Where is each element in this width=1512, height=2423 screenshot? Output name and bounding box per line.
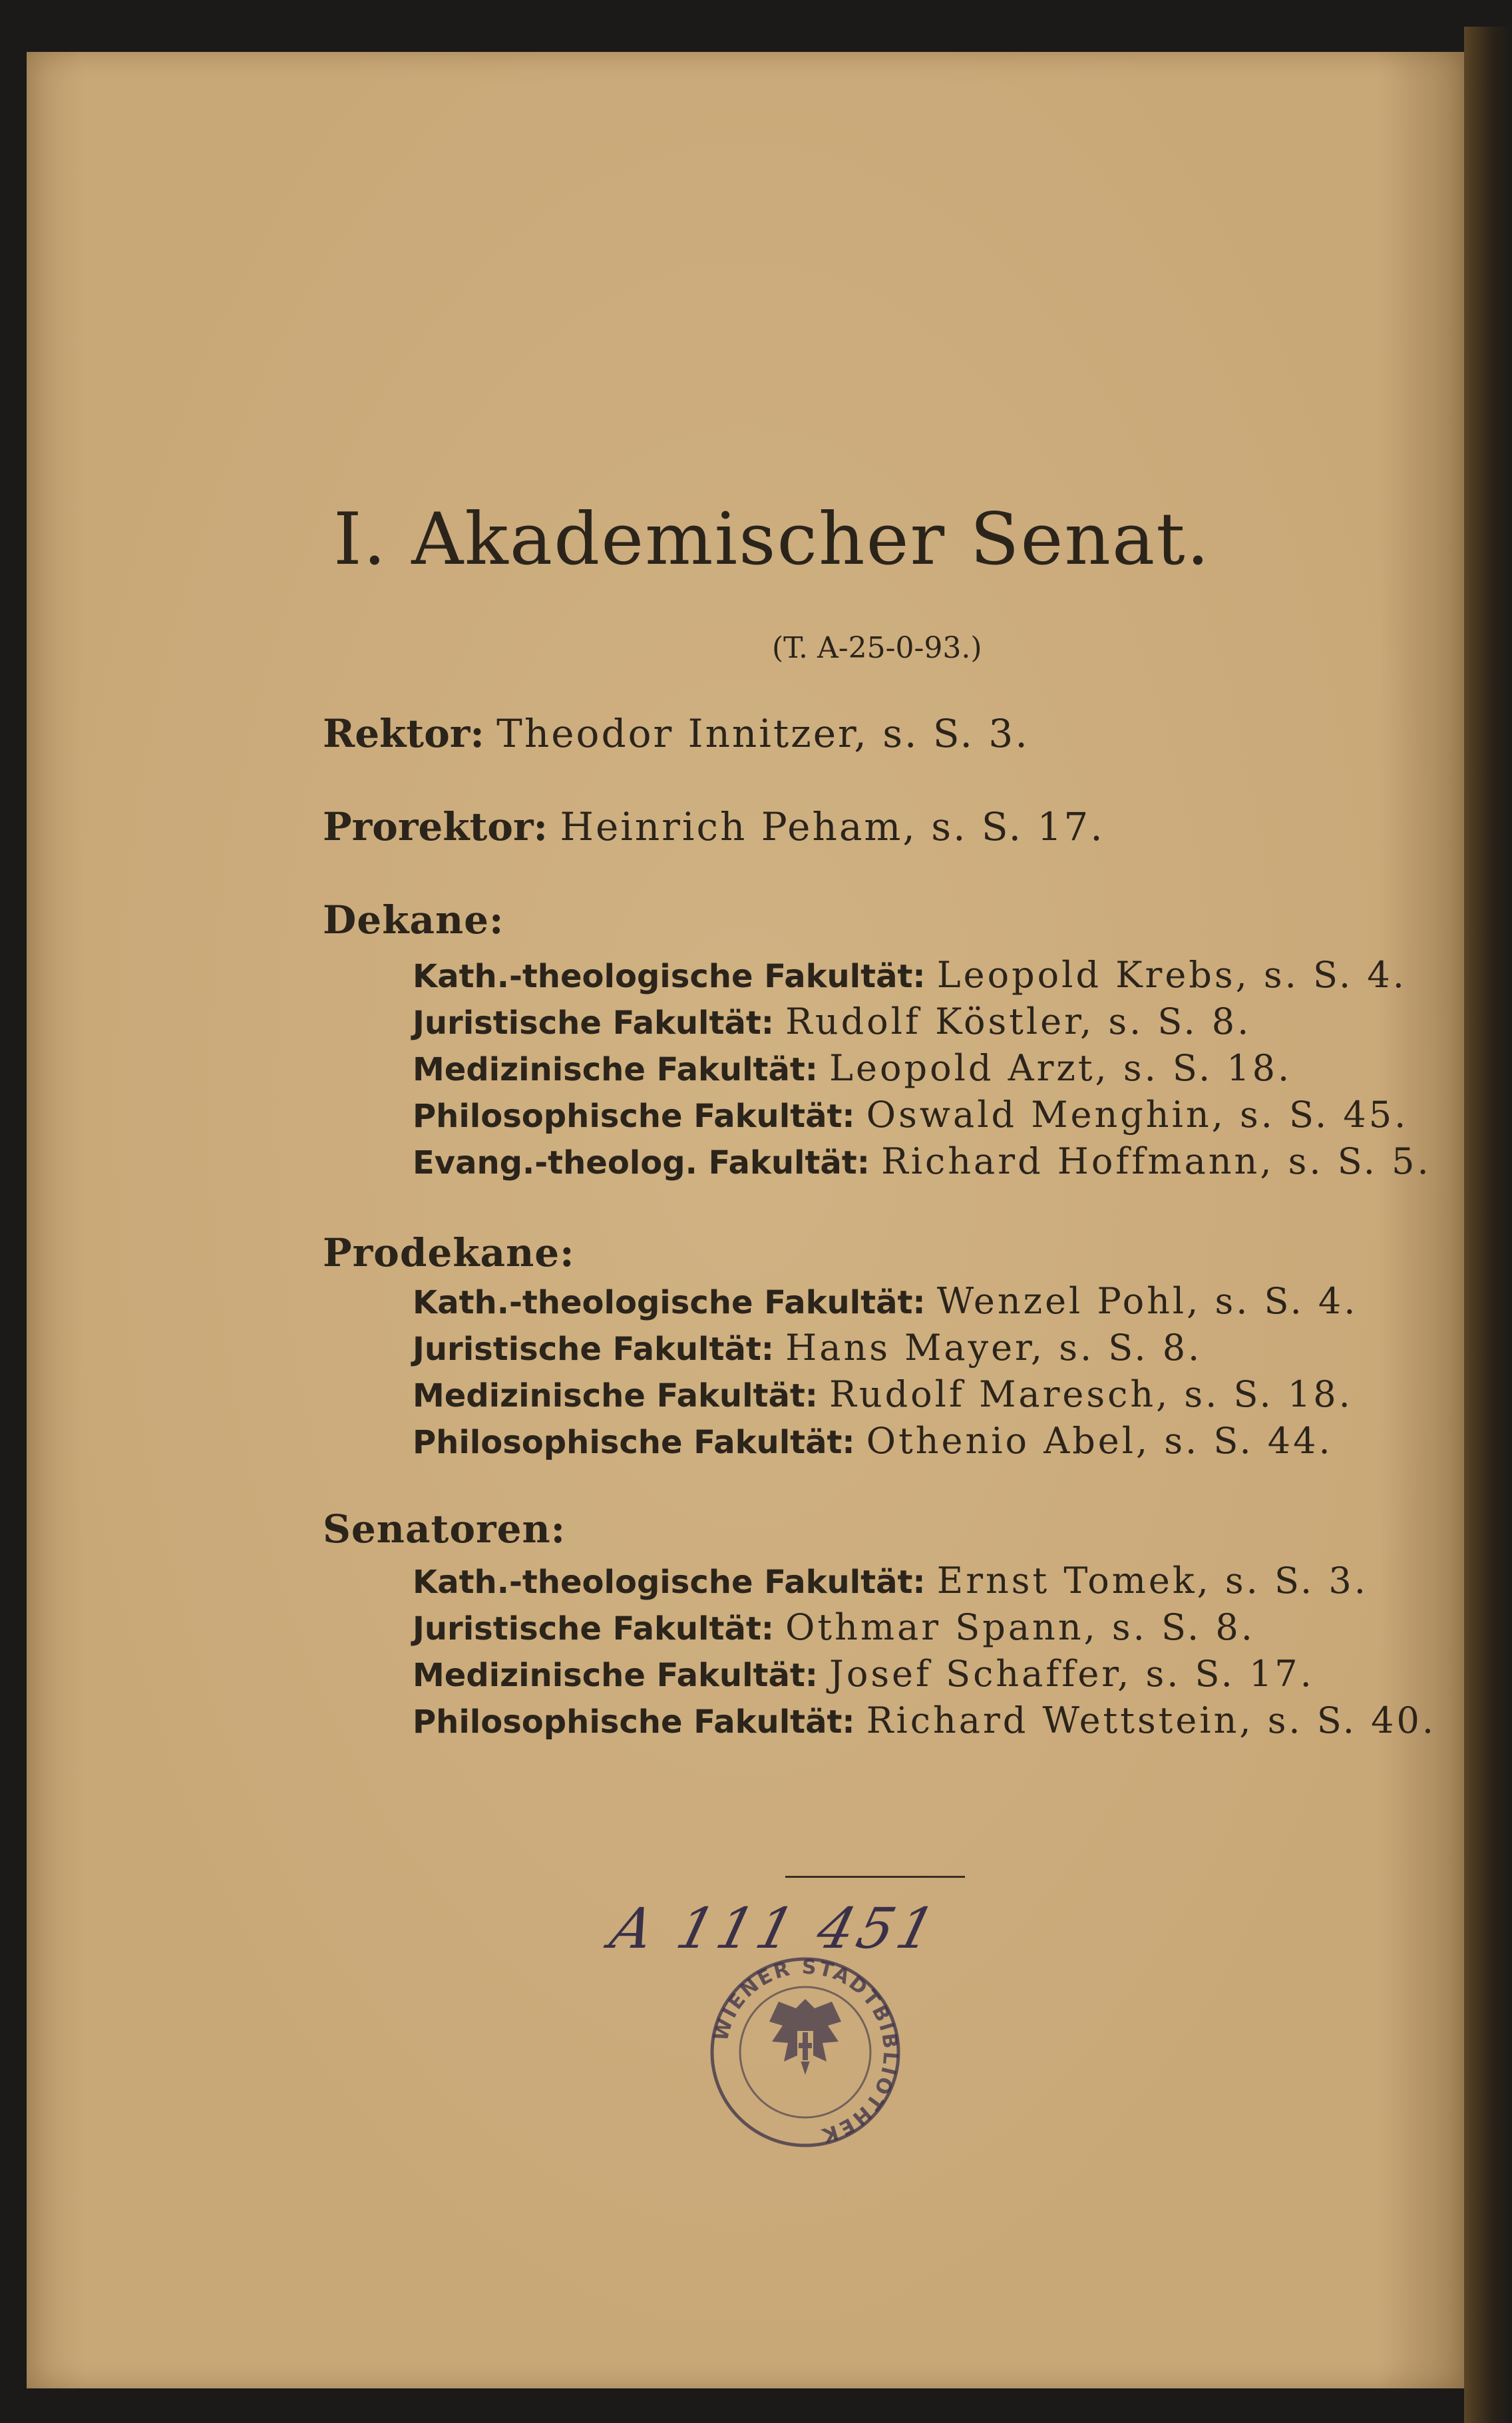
dekan-entry [413,1047,1292,1089]
document-page [27,52,1464,2388]
person-name: Richard Wettstein, s. S. 40. [866,1699,1437,1741]
faculty-label: Medizinische Fakultät: [413,1051,818,1088]
faculty-label: Medizinische Fakultät: [413,1377,818,1415]
rektor-line [323,711,1030,756]
faculty-label: Kath.-theologische Fakultät: [413,1284,926,1321]
dekane-heading: Dekane: [323,897,504,943]
dekan-entry [413,1000,1251,1042]
faculty-label: Kath.-theologische Fakultät: [413,958,926,995]
faculty-label: Juristische Fakultät: [413,1610,774,1648]
dekan-entry [413,1140,1431,1182]
faculty-label: Evang.-theolog. Fakultät: [413,1144,870,1182]
senator-entry [413,1606,1255,1648]
person-name: Wenzel Pohl, s. S. 4. [936,1280,1358,1322]
dekan-entry [413,954,1407,996]
eagle-crest-icon [769,1999,841,2075]
rektor-label: Rektor: [323,711,484,756]
rektor-value: Theodor Innitzer, s. S. 3. [496,711,1030,756]
faculty-label: Medizinische Fakultät: [413,1657,818,1694]
senator-entry [413,1699,1436,1741]
person-name: Leopold Krebs, s. S. 4. [936,954,1407,996]
faculty-label: Juristische Fakultät: [413,1004,774,1042]
person-name: Oswald Menghin, s. S. 45. [866,1094,1409,1136]
faculty-label: Philosophische Fakultät: [413,1703,855,1741]
prodekan-entry [413,1280,1358,1322]
senator-entry [413,1560,1368,1602]
senator-entry [413,1653,1314,1695]
faculty-label: Kath.-theologische Fakultät: [413,1564,926,1601]
page-title: I. Akademischer Senat. [333,498,1211,581]
library-stamp-icon [705,1952,905,2152]
prodekan-entry [413,1373,1353,1415]
telephone-number: (T. A-25-0-93.) [772,631,982,665]
person-name: Richard Hoffmann, s. S. 5. [881,1140,1431,1182]
faculty-label: Philosophische Fakultät: [413,1098,855,1135]
prodekan-entry [413,1420,1333,1462]
senatoren-heading: Senatoren: [323,1506,566,1552]
person-name: Hans Mayer, s. S. 8. [785,1327,1203,1369]
person-name: Othenio Abel, s. S. 44. [866,1420,1333,1462]
faculty-label: Philosophische Fakultät: [413,1424,855,1461]
stamp-text: WIENER STADTBIBLIOTHEK [709,1955,902,2147]
section-divider [785,1876,965,1878]
person-name: Ernst Tomek, s. S. 3. [936,1560,1368,1602]
person-name: Rudolf Köstler, s. S. 8. [785,1000,1252,1042]
prodekan-entry [413,1327,1202,1369]
person-name: Othmar Spann, s. S. 8. [785,1606,1255,1648]
person-name: Leopold Arzt, s. S. 18. [829,1047,1292,1089]
prorektor-value: Heinrich Peham, s. S. 17. [560,804,1105,849]
prorektor-line [323,804,1105,849]
book-spine-edge [1464,27,1512,2423]
prorektor-label: Prorektor: [323,804,548,849]
handwritten-shelfmark: A 111 451 [604,1896,946,1961]
prodekane-heading: Prodekane: [323,1230,575,1275]
person-name: Josef Schaffer, s. S. 17. [829,1653,1314,1695]
person-name: Rudolf Maresch, s. S. 18. [829,1373,1353,1415]
faculty-label: Juristische Fakultät: [413,1331,774,1368]
dekan-entry [413,1094,1408,1136]
